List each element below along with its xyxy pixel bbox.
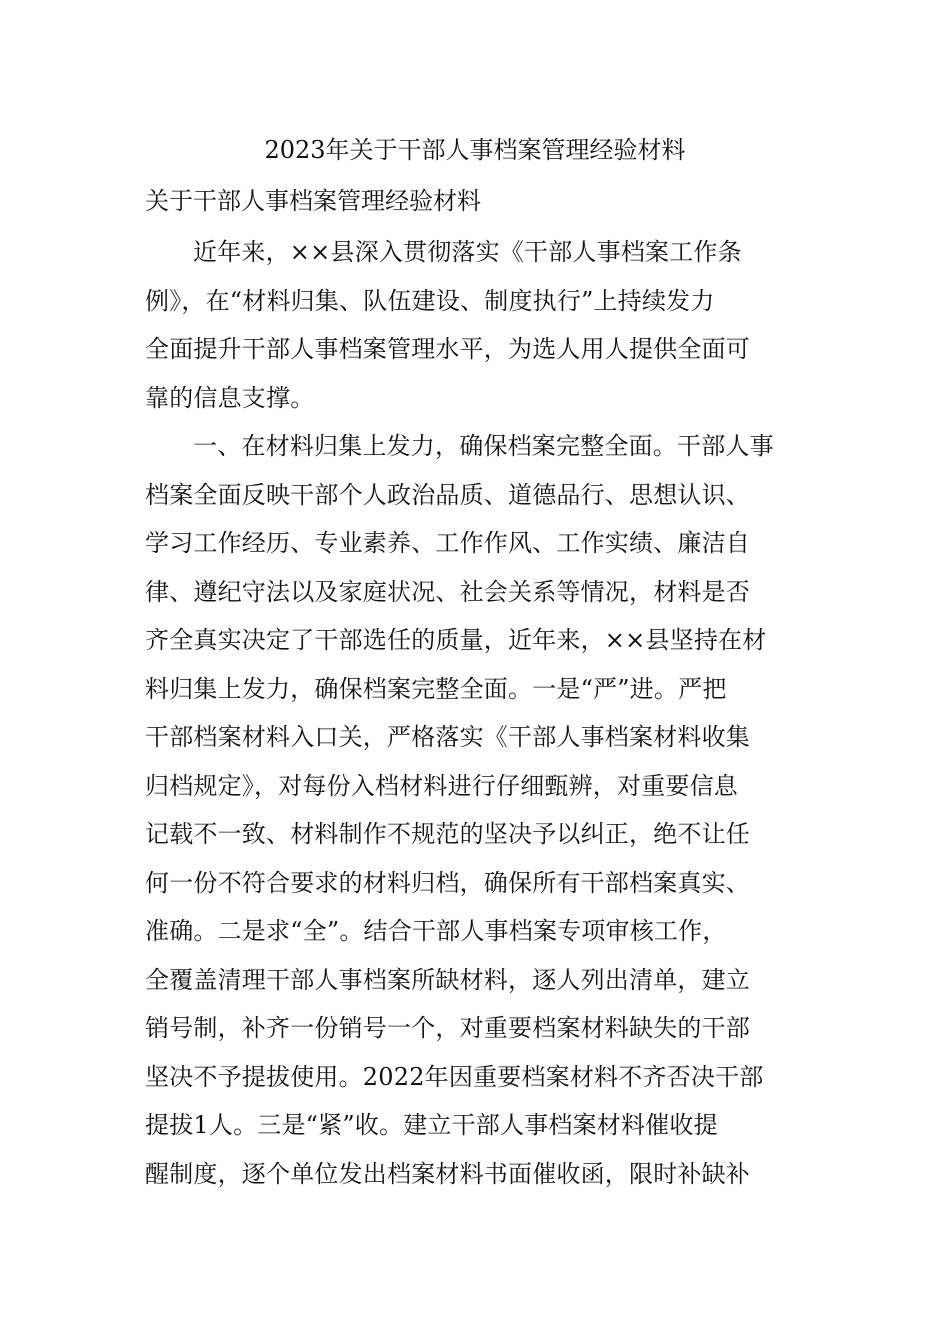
paragraph-line: 坚决不予提拔使用。2022年因重要档案材料不齐否决干部: [145, 1062, 764, 1091]
paragraph-line: 何一份不符合要求的材料归档，确保所有干部档案真实、: [145, 868, 750, 897]
paragraph-line: 靠的信息支撑。: [145, 383, 315, 412]
paragraph-line: 例》，在“材料归集、队伍建设、制度执行”上持续发力: [145, 286, 715, 315]
paragraph-section-one: [145, 422, 815, 1198]
paragraph-line: 提拔1人。三是“紧”收。建立干部人事档案材料催收提: [145, 1111, 718, 1139]
paragraph-intro: [145, 228, 815, 422]
document-title: 2023年关于干部人事档案管理经验材料: [264, 136, 686, 164]
paragraph-line: 销号制，补齐一份销号一个，对重要档案材料缺失的干部: [145, 1014, 750, 1042]
paragraph-line: 档案全面反映干部个人政治品质、道德品行、思想认识、: [145, 480, 750, 509]
document-subtitle: 关于干部人事档案管理经验材料: [145, 187, 481, 215]
paragraph-line: 归档规定》，对每份入档材料进行仔细甄辨，对重要信息: [145, 771, 738, 800]
paragraph-line: 料归集上发力，确保档案完整全面。一是“严”进。严把: [145, 674, 727, 703]
paragraph-line: 记载不一致、材料制作不规范的坚决予以纠正，绝不让任: [145, 820, 750, 848]
paragraph-line: 律、遵纪守法以及家庭状况、社会关系等情况，材料是否: [145, 577, 750, 606]
paragraph-line: 全覆盖清理干部人事档案所缺材料，逐人列出清单，建立: [145, 965, 750, 994]
paragraph-line: 全面提升干部人事档案管理水平，为选人用人提供全面可: [145, 335, 750, 363]
paragraph-line: 干部档案材料入口关，严格落实《干部人事档案材料收集: [145, 723, 750, 751]
paragraph-line: 齐全真实决定了干部选任的质量，近年来，××县坚持在材: [145, 626, 767, 654]
paragraph-line: 醒制度，逐个单位发出档案材料书面催收函，限时补缺补: [145, 1159, 750, 1188]
paragraph-line: 近年来，××县深入贯彻落实《干部人事档案工作条: [193, 238, 742, 266]
paragraph-line: 学习工作经历、专业素养、工作作风、工作实绩、廉洁自: [145, 529, 750, 557]
paragraph-line: 准确。二是求“全”。结合干部人事档案专项审核工作，: [145, 917, 727, 945]
paragraph-line: 一、在材料归集上发力，确保档案完整全面。干部人事: [193, 432, 774, 460]
